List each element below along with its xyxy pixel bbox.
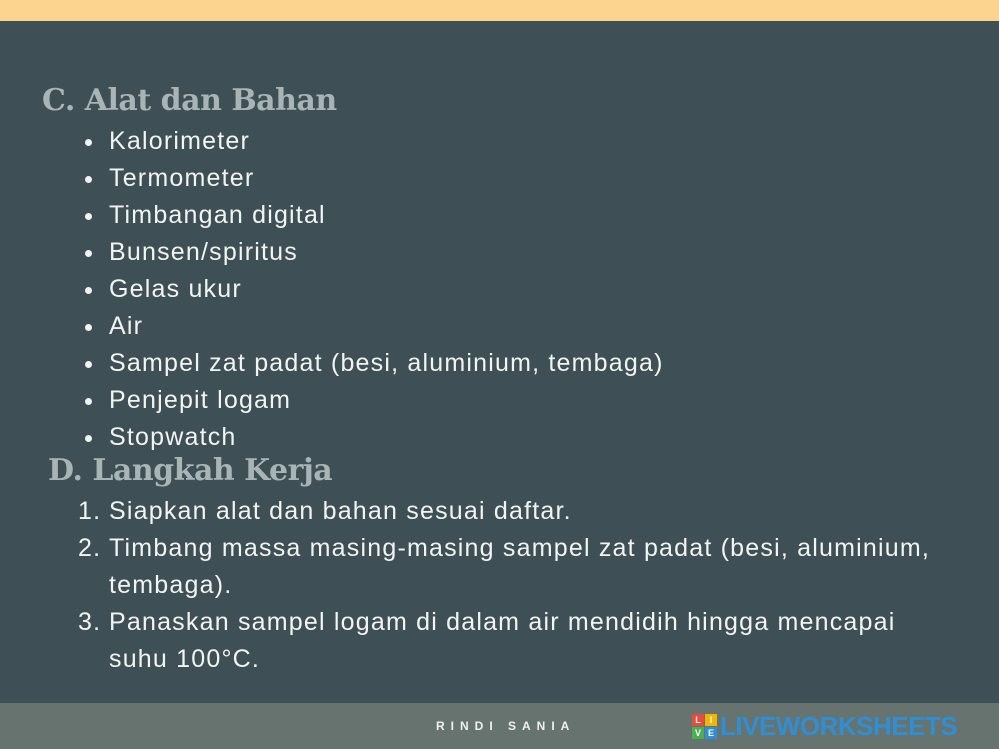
bullet-icon <box>85 139 92 146</box>
liveworksheets-logo[interactable] <box>692 711 957 741</box>
bullet-icon <box>85 398 92 405</box>
list-item-label: Penjepit logam <box>109 386 292 414</box>
logo-wordmark: LIVEWORKSHEETS <box>720 710 958 741</box>
list-item-label: Bunsen/spiritus <box>109 238 298 266</box>
footer-bar <box>0 703 999 749</box>
logo-tile: L <box>692 714 704 726</box>
bullet-icon <box>85 361 92 368</box>
list-item-label: Kalorimeter <box>109 127 251 155</box>
steps-list <box>78 493 938 678</box>
list-item-label: Gelas ukur <box>109 275 242 303</box>
list-item-label: Termometer <box>109 164 255 192</box>
list-item-label: Timbangan digital <box>109 201 326 229</box>
list-item <box>80 308 664 345</box>
section-c-title: C. Alat dan Bahan <box>42 83 337 118</box>
logo-tile: I <box>705 714 717 726</box>
step-number: 2. <box>78 534 102 562</box>
bullet-icon <box>85 435 92 442</box>
logo-tile: V <box>692 727 704 739</box>
logo-tiles-icon <box>692 714 717 739</box>
step-text: Siapkan alat dan bahan sesuai daftar. <box>109 497 572 525</box>
top-accent-bar <box>0 0 999 21</box>
section-d-title: D. Langkah Kerja <box>48 453 333 488</box>
list-item <box>80 234 664 271</box>
bullet-icon <box>85 213 92 220</box>
step-item <box>78 493 938 530</box>
bullet-icon <box>85 287 92 294</box>
logo-tile: E <box>705 727 717 739</box>
list-item-label: Stopwatch <box>109 423 237 451</box>
step-text: Timbang massa masing-masing sampel zat padat (besi, aluminium, tembaga). <box>109 534 931 599</box>
step-item <box>78 604 938 678</box>
step-text: Panaskan sampel logam di dalam air mendidih hingga mencapai suhu 100°C. <box>109 608 896 673</box>
list-item <box>80 382 664 419</box>
list-item <box>80 419 664 456</box>
list-item <box>80 123 664 160</box>
author-name: RINDI SANIA <box>436 719 576 733</box>
list-item <box>80 345 664 382</box>
list-item <box>80 160 664 197</box>
step-number: 3. <box>78 608 102 636</box>
list-item-label: Air <box>109 312 144 340</box>
step-number: 1. <box>78 497 102 525</box>
step-item <box>78 530 938 604</box>
bullet-icon <box>85 324 92 331</box>
slide-content <box>0 21 999 703</box>
bullet-icon <box>85 250 92 257</box>
bullet-icon <box>85 176 92 183</box>
list-item <box>80 197 664 234</box>
list-item-label: Sampel zat padat (besi, aluminium, tembaga) <box>109 349 664 377</box>
materials-list <box>80 123 664 456</box>
list-item <box>80 271 664 308</box>
